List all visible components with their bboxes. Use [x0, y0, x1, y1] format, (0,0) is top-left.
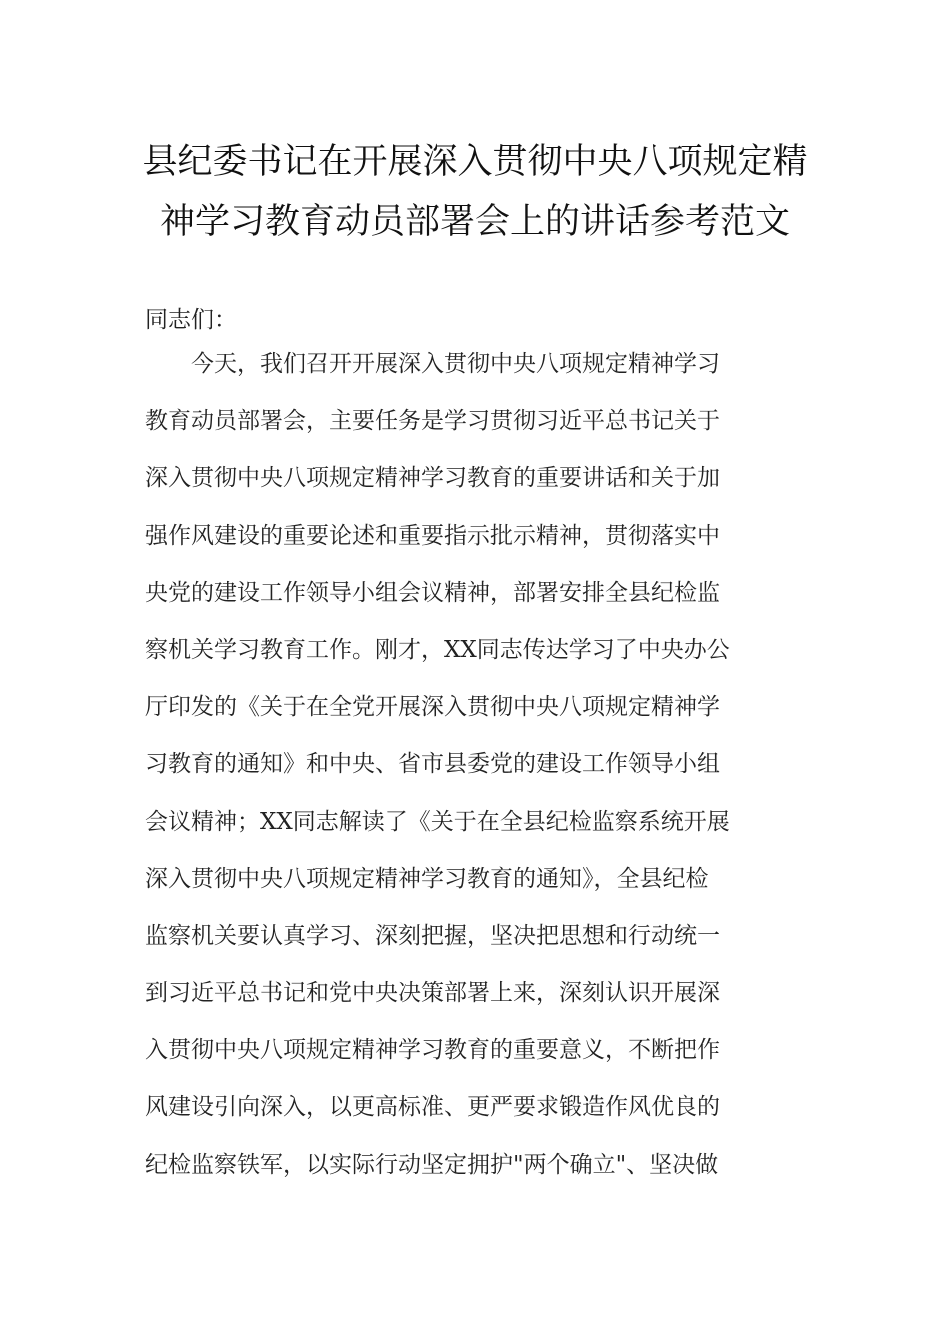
body-line: 教育动员部署会，主要任务是学习贯彻习近平总书记关于	[145, 408, 720, 435]
body-line: 今天，我们召开开展深入贯彻中央八项规定精神学习	[191, 351, 720, 377]
body-line: 深入贯彻中央八项规定精神学习教育的通知》，全县纪检	[145, 865, 709, 892]
body-line: 央党的建设工作领导小组会议精神，部署安排全县纪检监	[145, 579, 720, 606]
document-title	[130, 132, 820, 252]
body-line: 强作风建设的重要论述和重要指示批示精神，贯彻落实中	[145, 522, 720, 549]
title-line-2: 神学习教育动员部署会上的讲话参考范文	[159, 202, 790, 242]
body-line: 入贯彻中央八项规定精神学习教育的重要意义，不断把作	[145, 1037, 720, 1064]
body-line: 习教育的通知》和中央、省市县委党的建设工作领导小组	[145, 751, 720, 778]
body-paragraph	[145, 336, 825, 1194]
body-line: 监察机关要认真学习、深刻把握，坚决把思想和行动统一	[145, 922, 720, 949]
body-line: 纪检监察铁军，以实际行动坚定拥护"两个确立"、坚决做	[145, 1151, 719, 1178]
body-line: 风建设引向深入，以更高标准、更严要求锻造作风优良的	[145, 1094, 720, 1121]
body-line: 厅印发的《关于在全党开展深入贯彻中央八项规定精神学	[145, 694, 720, 721]
title-line-1: 县纪委书记在开展深入贯彻中央八项规定精	[142, 142, 808, 182]
body-line: 会议精神；XX同志解读了《关于在全县纪检监察系统开展	[145, 808, 730, 835]
body-line: 到习近平总书记和党中央决策部署上来，深刻认识开展深	[145, 980, 720, 1007]
greeting: 同志们：	[145, 307, 237, 333]
body-line: 察机关学习教育工作。刚才，XX同志传达学习了中央办公	[145, 636, 730, 663]
body-line: 深入贯彻中央八项规定精神学习教育的重要讲话和关于加	[145, 465, 720, 492]
